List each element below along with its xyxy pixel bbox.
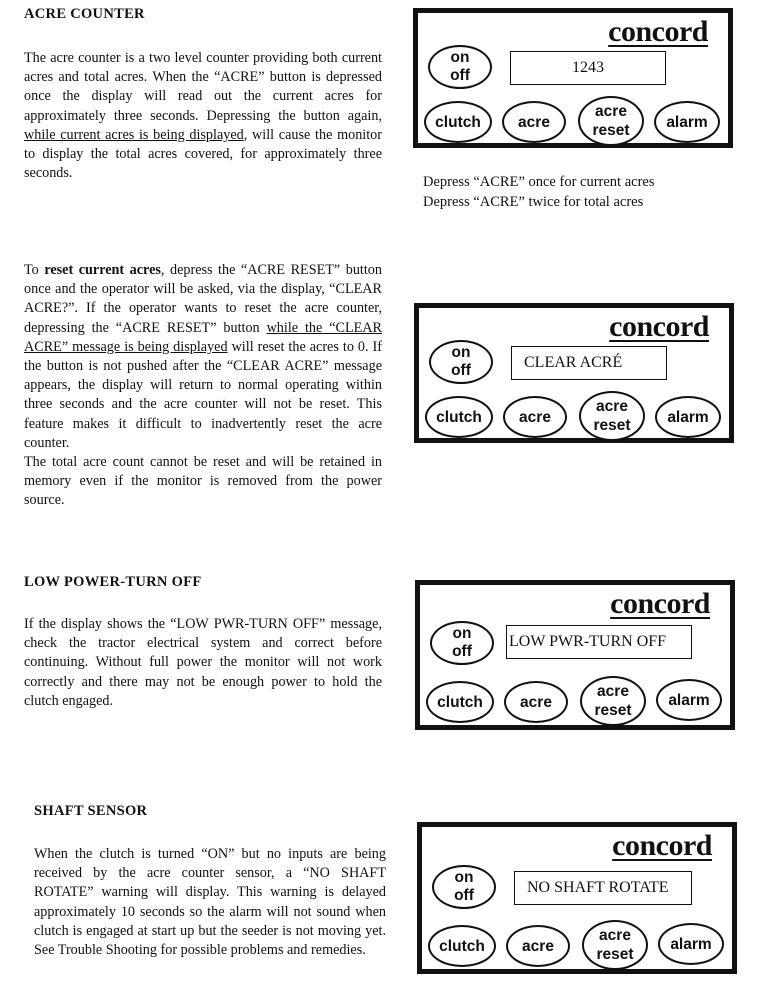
monitor-panel-no-shaft-rotate — [417, 822, 737, 974]
monitor-display: 1243 — [510, 51, 666, 85]
alarm-button[interactable]: alarm — [656, 679, 722, 721]
alarm-button[interactable]: alarm — [654, 101, 720, 143]
acre-reset-button[interactable]: acre reset — [579, 391, 645, 441]
monitor-display: NO SHAFT ROTATE — [514, 871, 692, 905]
clutch-button[interactable]: clutch — [428, 925, 496, 967]
monitor-panel-clear-acre — [414, 303, 734, 443]
brand-logo: concord — [609, 310, 709, 343]
caption-acre-once: Depress “ACRE” once for current acres — [423, 174, 655, 190]
paragraph-shaft-sensor: When the clutch is turned “ON” but no inputs are being received by the acre counter sensor, a “NO SHAFT ROTATE” warning will display. This warning is delayed approximately 10 seconds so the alarm will not sound when clutch is engaged at start up but the seeder is not moving yet. See Trouble Shooting for possible problems and remedies. — [34, 846, 386, 959]
on-off-button[interactable]: on off — [429, 340, 493, 384]
acre-button[interactable]: acre — [504, 681, 568, 723]
paragraph-low-power: If the display shows the “LOW PWR-TURN OFF” message, check the tractor electrical system and correct before continuing. Without full power the monitor will not work correctly and there may not be enough power to hold the clutch engaged. — [24, 616, 382, 709]
acre-reset-button[interactable]: acre reset — [582, 920, 648, 970]
acre-button[interactable]: acre — [506, 925, 570, 967]
monitor-panel-low-power — [415, 580, 735, 730]
heading-shaft-sensor: SHAFT SENSOR — [34, 803, 148, 819]
monitor-display: CLEAR ACRÉ — [511, 346, 667, 380]
alarm-button[interactable]: alarm — [658, 923, 724, 965]
clutch-button[interactable]: clutch — [425, 396, 493, 438]
on-off-button[interactable]: on off — [432, 865, 496, 909]
brand-logo: concord — [612, 829, 712, 862]
on-off-button[interactable]: on off — [428, 45, 492, 89]
acre-button[interactable]: acre — [502, 101, 566, 143]
acre-button[interactable]: acre — [503, 396, 567, 438]
alarm-button[interactable]: alarm — [655, 396, 721, 438]
clutch-button[interactable]: clutch — [426, 681, 494, 723]
brand-logo: concord — [608, 15, 708, 48]
acre-reset-button[interactable]: acre reset — [580, 676, 646, 726]
on-off-button[interactable]: on off — [430, 621, 494, 665]
heading-low-power: LOW POWER-TURN OFF — [24, 574, 202, 590]
monitor-display: LOW PWR-TURN OFF — [506, 625, 692, 659]
paragraph-reset-current-acres: To reset current acres, depress the “ACRE RESET” button once and the operator will be asked, via the display, “CLEAR ACRE?”. If the operator wants to reset the acre counter, depressing the “ACRE RESET” button while the “CLEAR ACRE” message is being displayed will reset the acres to 0. If the button is not pushed after the “CLEAR ACRE” message appears, the display will return to normal operating within three seconds and the acre counter will not be reset. This feature makes it difficult to inadvertently reset the acre counter. The total acre count cannot be reset and will be retained in memory even if the monitor is removed from the power source. — [24, 262, 383, 509]
brand-logo: concord — [610, 587, 710, 620]
monitor-panel-current-acres — [413, 8, 733, 148]
heading-acre-counter: ACRE COUNTER — [24, 6, 145, 22]
acre-reset-button[interactable]: acre reset — [578, 96, 644, 146]
clutch-button[interactable]: clutch — [424, 101, 492, 143]
caption-acre-twice: Depress “ACRE” twice for total acres — [423, 194, 644, 210]
paragraph-acre-counter: The acre counter is a two level counter providing both current acres and total acres. When the “ACRE” button is depressed once the display will read out the current acres for approximately three seconds. Depressing the button again, while current acres is being displayed, will cause the monitor to display the total acres covered, for approximately three seconds. — [24, 50, 383, 182]
